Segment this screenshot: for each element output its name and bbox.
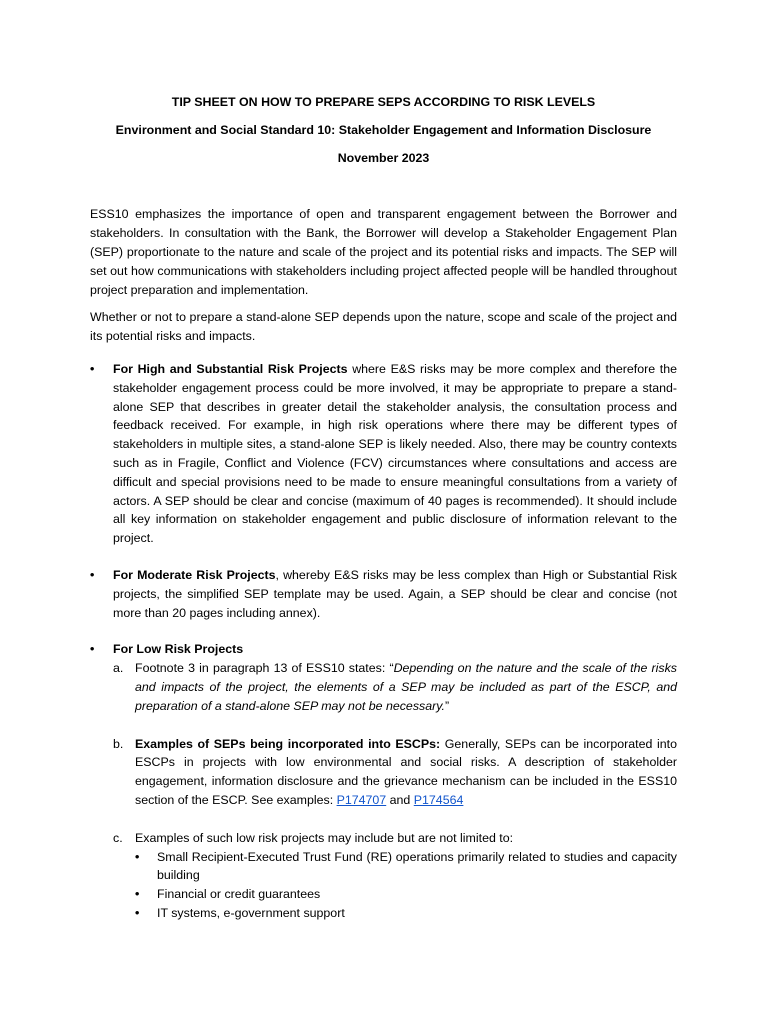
high-substantial-risk-text: where E&S risks may be more complex and therefore the stakeholder engagement process could be more involved, it may be appropriate to prepare a stand-alone SEP that describes in greater detail the stakeholder analysis, the consultation process and feedback received. For example, in high risk operations where there may be different types of stakeholders in multiple sites, a stand-alone SEP is likely needed. Also, there may be country contexts such as in Fragile, Conflict and Violence (FCV) circumstances where consultations and access are difficult and special provisions need to be made to ensure meaningful consultations from a variety of actors. A SEP should be clear and concise (maximum of 40 pages is recommended). It should include all key information on stakeholder engagement and public disclosure of information relevant to the project. (113, 361, 677, 546)
standalone-paragraph: Whether or not to prepare a stand-alone SEP depends upon the nature, scope and scale of the project and its potential risks and impacts. (90, 310, 677, 344)
list-item-text: Small Recipient-Executed Trust Fund (RE) operations primarily related to studies and capacity building (157, 849, 677, 883)
footnote-item (113, 659, 677, 715)
project-link-p174564[interactable]: P174564 (413, 792, 464, 807)
moderate-risk-heading: For Moderate Risk Projects (113, 567, 276, 582)
bullet-icon: • (135, 849, 140, 864)
sub-marker: c. (113, 830, 123, 845)
list-item (135, 904, 677, 923)
bullet-icon: • (135, 887, 140, 902)
footnote-close: ” (444, 698, 450, 713)
bullet-icon: • (90, 567, 95, 582)
bullet-icon: • (135, 905, 140, 920)
list-item-text: IT systems, e-government support (157, 905, 345, 920)
document-subtitle: Environment and Social Standard 10: Stakeholder Engagement and Information Disclosure (115, 122, 652, 137)
footnote-lead: Footnote 3 in paragraph 13 of ESS10 states: “ (135, 661, 394, 676)
list-item (135, 885, 677, 904)
escp-examples-item (113, 735, 677, 810)
bullet-icon: • (90, 361, 95, 376)
high-substantial-risk-heading: For High and Substantial Risk Projects (113, 361, 348, 376)
moderate-risk-text: , whereby E&S risks may be less complex than High or Substantial Risk projects, the simplified SEP template may be used. Again, a SEP should be clear and concise (not more than 20 pages including annex). (113, 567, 677, 620)
low-risk-sublist (113, 659, 677, 923)
low-risk-examples-item (113, 829, 677, 923)
risk-level-list (90, 360, 677, 923)
document-date: November 2023 (337, 150, 430, 165)
low-risk-heading: For Low Risk Projects (113, 642, 244, 657)
bullet-icon: • (90, 642, 95, 657)
low-risk-examples-text: Examples of such low risk projects may include but are not limited to: (135, 830, 514, 845)
project-link-p174707[interactable]: P174707 (336, 792, 387, 807)
document-title: TIP SHEET ON HOW TO PREPARE SEPS ACCORDING TO RISK LEVELS (171, 95, 596, 109)
low-risk-examples-list (135, 848, 677, 923)
list-item (135, 848, 677, 886)
footnote-quote: Depending on the nature and the scale of the risks and impacts of the project, the elements of a SEP may be included as part of the ESCP, and preparation of a stand-alone SEP may not be necessary. (135, 661, 677, 713)
link-separator: and (386, 792, 414, 807)
intro-paragraph: ESS10 emphasizes the importance of open and transparent engagement between the Borrower and stakeholders. In consultation with the Bank, the Borrower will develop a Stakeholder Engagement Plan (SEP) proportionate to the nature and scale of the project and its potential risks and impacts. The SEP will set out how communications with stakeholders including project affected people will be handled throughout project preparation and implementation. (90, 207, 677, 297)
document-body (90, 93, 677, 923)
low-risk-item (90, 640, 677, 922)
moderate-risk-item (90, 566, 677, 622)
sub-marker: a. (113, 661, 124, 676)
escp-examples-heading: Examples of SEPs being incorporated into ESCPs: (135, 736, 441, 751)
sub-marker: b. (113, 736, 124, 751)
high-substantial-risk-item (90, 360, 677, 548)
list-item-text: Financial or credit guarantees (157, 887, 321, 902)
escp-examples-text: Generally, SEPs can be incorporated into ESCPs in projects with low environmental and social risks. A description of stakeholder engagement, information disclosure and the grievance mechanism can be included in the ESS10 section of the ESCP. See examples: (135, 736, 677, 807)
